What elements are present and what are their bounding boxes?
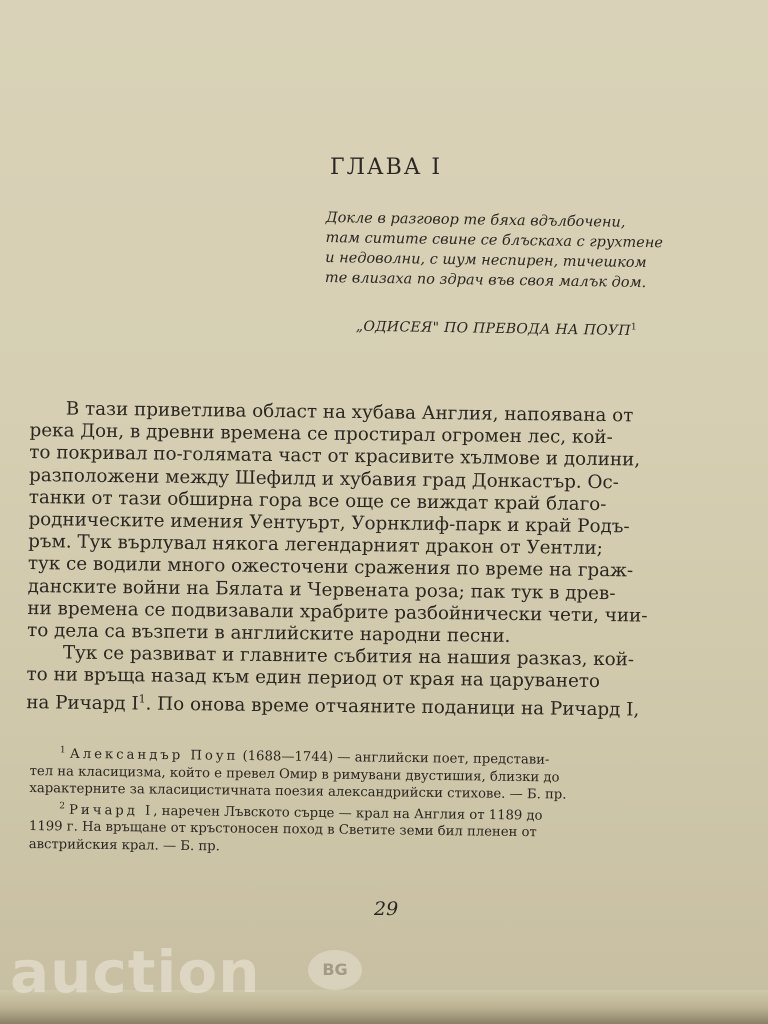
footnote-line: характерните за класицистичната поезия александрийски стихове. — Б. пр. (29, 781, 567, 803)
text-line: разположени между Шефилд и хубавия град Донкастър. Ос- (28, 464, 620, 493)
footnote-name: Ричард I (69, 802, 154, 819)
epigraph (325, 208, 726, 294)
epigraph-line: там ситите свине се блъскаха с грухтене (325, 229, 664, 252)
text-line: данските войни на Бялата и Червената роза; пак тук в древ- (27, 575, 616, 604)
text-fragment: . По онова време отчаяните поданици на Ричард I, (145, 693, 640, 721)
footnote-name: Александър Поуп (69, 746, 239, 764)
footnote-line: 1199 г. На връщане от кръстоносен поход в Светите земи бил пленен от (28, 819, 537, 841)
epigraph-line: те влизаха по здрач във своя малък дом. (324, 269, 647, 292)
text-line: то дела са възпети в английските народни песни. (27, 620, 511, 647)
footnote-ref: 1 (138, 691, 146, 706)
footnotes (29, 742, 730, 862)
text-line: ни времена се подвизавали храбрите разбойнически чети, чии- (27, 597, 648, 627)
footnote-marker: 2 (59, 800, 66, 812)
footnote-line: тел на класицизма, който е превел Омир в римувани двустишия, близки до (29, 763, 560, 786)
footnote-text: (1688—1744) — английски поет, представи- (238, 748, 550, 768)
text-line: танки от тази обширна гора все още се виждат край благо- (28, 486, 607, 515)
text-line: то ни връща назад към един период от края на царуването (26, 664, 601, 693)
text-line: родническите имения Уентуърт, Уорнклиф-парк и край Родъ- (28, 509, 630, 538)
text-line: река Дон, в древни времена се простирал огромен лес, кой- (29, 420, 613, 449)
text-line: то покривал по-голямата част от красивите хълмове и долини, (29, 442, 641, 471)
footnote-line: австрийския крал. — Б. пр. (28, 836, 220, 855)
epigraph-line: Докле в разговор те бяха вдълбочени, (325, 209, 626, 231)
footnote-ref: 1 (630, 322, 638, 333)
text-line: Тук се развиват и главните събития на нашия разказ, кой- (62, 642, 635, 671)
watermark-badge: BG (308, 950, 362, 990)
epigraph-source-text: „ОДИСЕЯ" ПО ПРЕВОДА НА ПОУП (355, 318, 631, 339)
footnote-marker: 1 (59, 745, 66, 756)
page-number: 29 (374, 898, 399, 920)
epigraph-source (356, 318, 637, 339)
text-line: тук се водили много ожесточени сражения по време на граж- (27, 553, 634, 582)
main-text (26, 398, 730, 722)
text-fragment: на Ричард I (26, 691, 139, 715)
watermark-logo: auction (10, 938, 261, 1006)
chapter-title: ГЛАВА I (330, 155, 443, 180)
epigraph-line: и недоволни, с шум неспирен, тичешком (325, 249, 647, 272)
text-line: В тази приветлива област на хубава Англия, напоявана от (65, 398, 634, 427)
text-line: ръм. Тук върлувал някога легендарният дракон от Уентли; (28, 531, 603, 560)
footnote-text: , наречен Лъвското сърце — крал на Англия от 1189 до (153, 803, 543, 824)
